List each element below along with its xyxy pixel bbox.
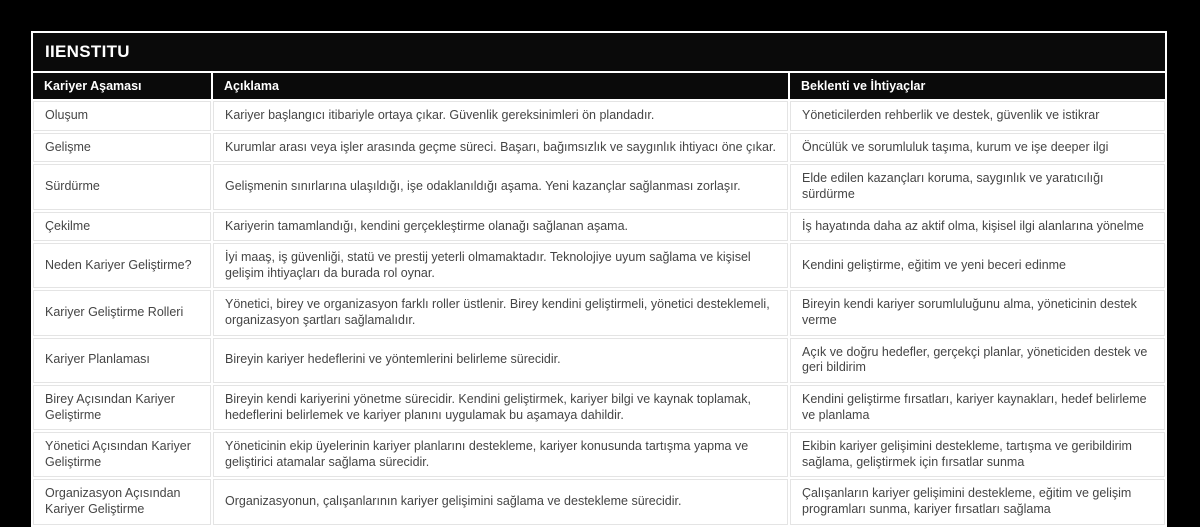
cell-stage: Gelişme [33,133,211,163]
table-row [33,243,1165,288]
cell-stage: Birey Açısından Kariyer Geliştirme [33,385,211,430]
table-row [33,385,1165,430]
cell-expectations: Ekibin kariyer gelişimini destekleme, tartışma ve geribildirim sağlama, geliştirmek için fırsatlar sunma [790,432,1165,477]
cell-stage: Çekilme [33,212,211,242]
table-row [33,212,1165,242]
column-header-row [33,73,1165,99]
cell-description: Bireyin kariyer hedeflerini ve yöntemlerini belirleme sürecidir. [213,338,788,383]
column-header-stage: Kariyer Aşaması [33,73,211,99]
cell-description: Yöneticinin ekip üyelerinin kariyer planlarını destekleme, kariyer konusunda tartışma yapma ve geliştirici atamalar sağlama sürecidir. [213,432,788,477]
cell-expectations: Elde edilen kazançları koruma, saygınlık ve yaratıcılığı sürdürme [790,164,1165,209]
cell-stage: Kariyer Geliştirme Rolleri [33,290,211,335]
column-header-expectations: Beklenti ve İhtiyaçlar [790,73,1165,99]
cell-description: Bireyin kendi kariyerini yönetme sürecidir. Kendini geliştirmek, kariyer bilgi ve kaynak toplamak, hedeflerini belirlemek ve kariyer planını uygulamak bu aşamaya dahildir. [213,385,788,430]
column-header-description: Açıklama [213,73,788,99]
cell-stage: Sürdürme [33,164,211,209]
table-row [33,432,1165,477]
cell-stage: Organizasyon Açısından Kariyer Geliştirme [33,479,211,524]
table-row [33,479,1165,524]
table-row [33,290,1165,335]
cell-stage: Yönetici Açısından Kariyer Geliştirme [33,432,211,477]
table-row [33,338,1165,383]
table-row [33,164,1165,209]
table-row [33,101,1165,131]
cell-stage: Neden Kariyer Geliştirme? [33,243,211,288]
cell-description: İyi maaş, iş güvenliği, statü ve prestij yeterli olmamaktadır. Teknolojiye uyum sağlama ve kişisel gelişim ihtiyaçları da burada rol oynar. [213,243,788,288]
cell-expectations: Kendini geliştirme, eğitim ve yeni beceri edinme [790,243,1165,288]
cell-expectations: Çalışanların kariyer gelişimini destekleme, eğitim ve gelişim programları sunma, kariyer fırsatları sağlama [790,479,1165,524]
cell-expectations: Öncülük ve sorumluluk taşıma, kurum ve işe deeper ilgi [790,133,1165,163]
cell-description: Organizasyonun, çalışanlarının kariyer gelişimini sağlama ve destekleme sürecidir. [213,479,788,524]
cell-description: Gelişmenin sınırlarına ulaşıldığı, işe odaklanıldığı aşama. Yeni kazançlar sağlanması zorlaşır. [213,164,788,209]
career-stages-table [31,31,1167,527]
cell-description: Yönetici, birey ve organizasyon farklı roller üstlenir. Birey kendini geliştirmeli, yönetici desteklemeli, organizasyon şartları sağlamalıdır. [213,290,788,335]
cell-stage: Kariyer Planlaması [33,338,211,383]
cell-description: Kariyerin tamamlandığı, kendini gerçekleştirme olanağı sağlanan aşama. [213,212,788,242]
cell-expectations: İş hayatında daha az aktif olma, kişisel ilgi alanlarına yönelme [790,212,1165,242]
table-row [33,133,1165,163]
cell-expectations: Yöneticilerden rehberlik ve destek, güvenlik ve istikrar [790,101,1165,131]
cell-expectations: Kendini geliştirme fırsatları, kariyer kaynakları, hedef belirleme ve planlama [790,385,1165,430]
table-body [33,101,1165,525]
cell-description: Kurumlar arası veya işler arasında geçme süreci. Başarı, bağımsızlık ve saygınlık ihtiyacı öne çıkar. [213,133,788,163]
brand-row [33,33,1165,71]
cell-stage: Oluşum [33,101,211,131]
cell-description: Kariyer başlangıcı itibariyle ortaya çıkar. Güvenlik gereksinimleri ön plandadır. [213,101,788,131]
brand-title: IIENSTITU [33,33,1165,71]
cell-expectations: Açık ve doğru hedefler, gerçekçi planlar, yöneticiden destek ve geri bildirim [790,338,1165,383]
cell-expectations: Bireyin kendi kariyer sorumluluğunu alma, yöneticinin destek verme [790,290,1165,335]
